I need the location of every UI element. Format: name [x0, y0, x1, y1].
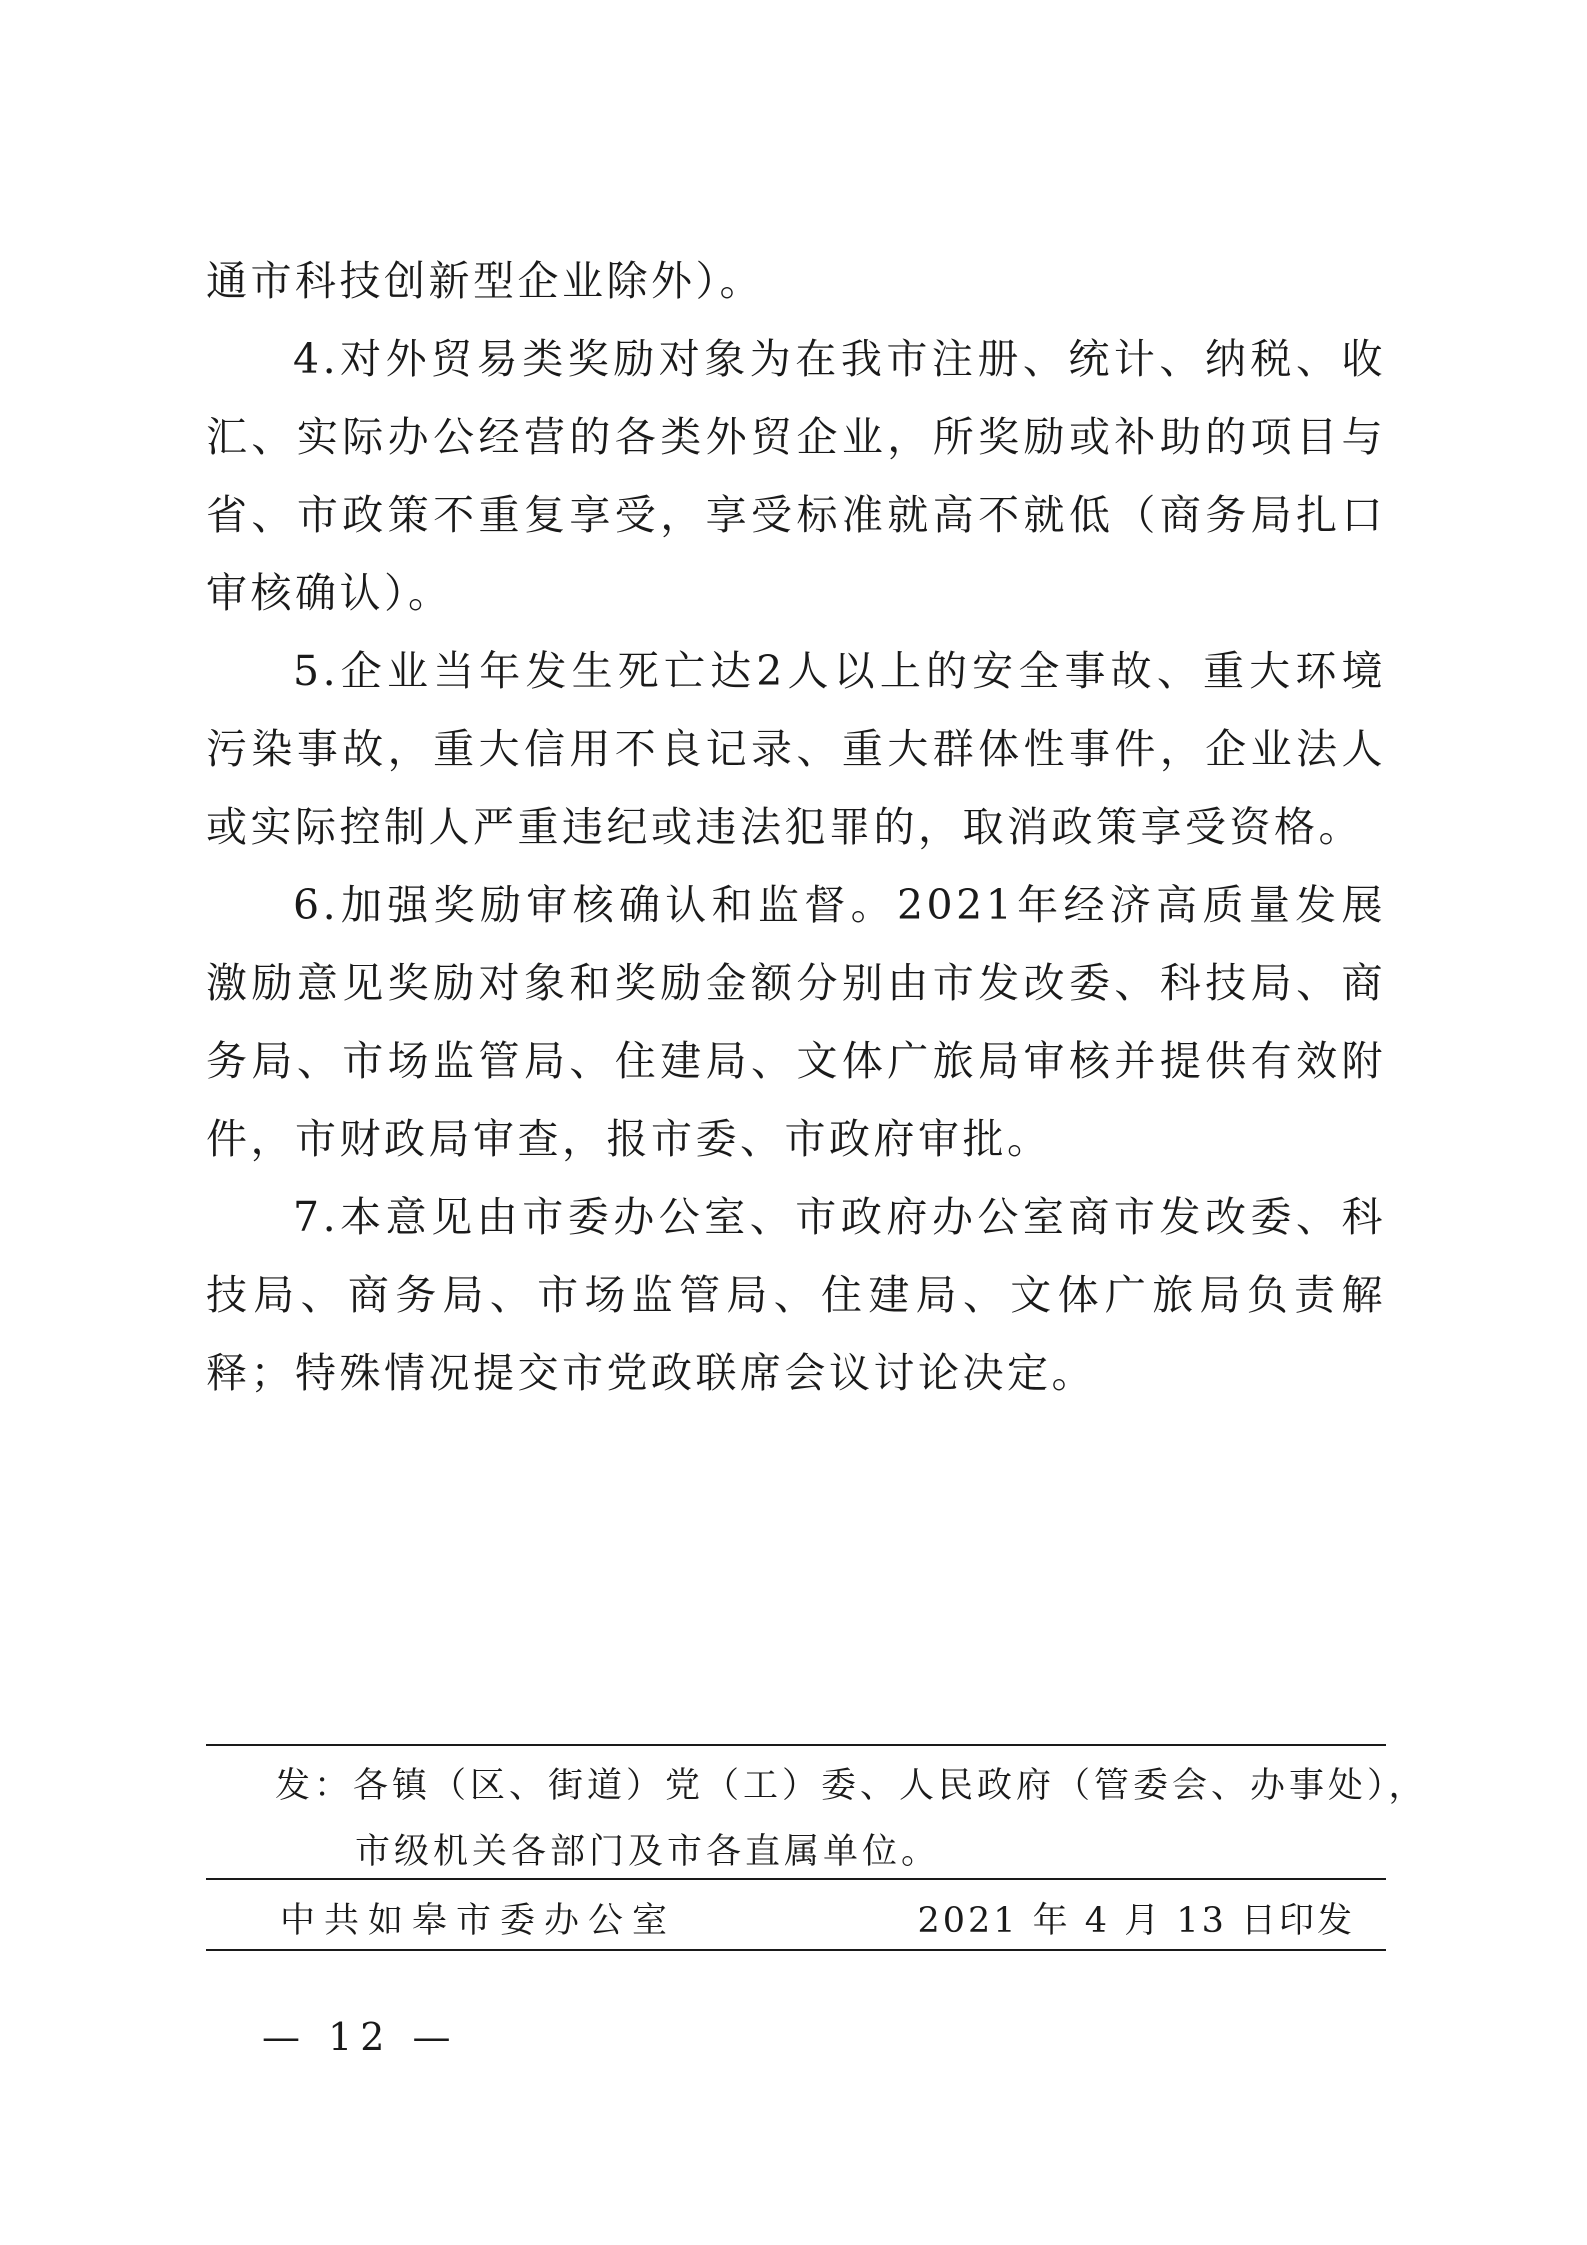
- paragraph-item-5: 5.企业当年发生死亡达2人以上的安全事故、重大环境污染事故，重大信用不良记录、重大群体性事件，企业法人或实际控制人严重违纪或违法犯罪的，取消政策享受资格。: [206, 647, 1386, 851]
- distribution-line-2: 市级机关各部门及市各直属单位。: [355, 1832, 941, 1872]
- distribution-line-1: 发：各镇（区、街道）党（工）委、人民政府（管委会、办事处），: [275, 1766, 1428, 1806]
- footer-bottom-rule: [206, 1949, 1386, 1951]
- paragraph-item-6: 6.加强奖励审核确认和监督。2021年经济高质量发展激励意见奖励对象和奖励金额分别由市发改委、科技局、商务局、市场监管局、住建局、文体广旅局审核并提供有效附件，市财政局审查，报市委、市政府审批。: [206, 881, 1386, 1163]
- footer-middle-rule: [206, 1878, 1386, 1880]
- issue-date: 2021 年 4 月 13 日印发: [917, 1901, 1355, 1941]
- footer-top-rule: [206, 1744, 1386, 1746]
- issuer-name: 中共如皋市委办公室: [280, 1901, 677, 1941]
- paragraph-item-7: 7.本意见由市委办公室、市政府办公室商市发改委、科技局、商务局、市场监管局、住建局、文体广旅局负责解释；特殊情况提交市党政联席会议讨论决定。: [206, 1193, 1386, 1397]
- page-number: — 12 —: [262, 2015, 459, 2059]
- paragraph-item-4: 4.对外贸易类奖励对象为在我市注册、统计、纳税、收汇、实际办公经营的各类外贸企业，所奖励或补助的项目与省、市政策不重复享受，享受标准就高不就低（商务局扎口审核确认）。: [206, 335, 1386, 617]
- paragraph-continuation: 通市科技创新型企业除外）。: [206, 257, 764, 305]
- body-text: [206, 242, 1386, 1412]
